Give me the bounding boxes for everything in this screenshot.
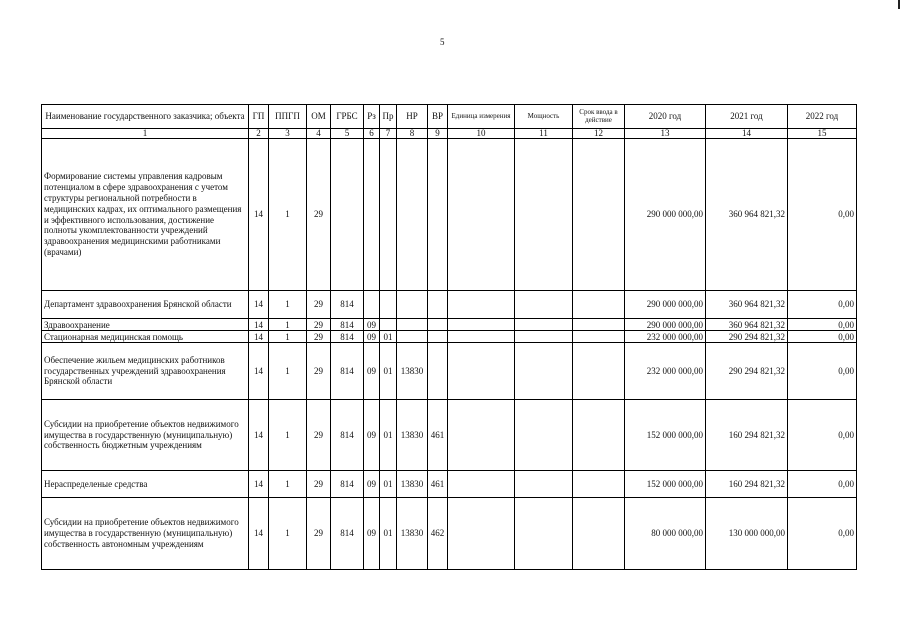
- cell-2022: 0,00: [788, 343, 857, 400]
- cell-om: 29: [307, 498, 331, 570]
- cell-vr: [428, 331, 448, 343]
- cell-2020: 232 000 000,00: [625, 343, 706, 400]
- table-row: [42, 331, 857, 343]
- cell-nr: 13830: [397, 343, 428, 400]
- cell-om: 29: [307, 471, 331, 498]
- cell-power: [515, 471, 573, 498]
- cell-term: [573, 139, 625, 291]
- table-row: [42, 471, 857, 498]
- cell-2020: 290 000 000,00: [625, 291, 706, 319]
- col-number: 5: [331, 129, 364, 139]
- cell-vr: 461: [428, 400, 448, 471]
- cell-grbs: 814: [331, 343, 364, 400]
- col-header-2020: 2020 год: [625, 105, 706, 129]
- cell-rz: 09: [364, 343, 380, 400]
- cell-ppgp: 1: [269, 331, 307, 343]
- col-header-rz: Рз: [364, 105, 380, 129]
- col-header-power: Мощность: [515, 105, 573, 129]
- cell-unit: [448, 400, 515, 471]
- cell-term: [573, 471, 625, 498]
- table-row: [42, 400, 857, 471]
- cell-gp: 14: [249, 400, 269, 471]
- col-number: 13: [625, 129, 706, 139]
- row-name: Формирование системы управления кадровым потенциалом в сфере здравоохранения с учетом структуры региональной потребности в медицинских кадрах, их оптимального размещения и эффективного использования, достижение полноты укомплектованности учреждений здравоохранения медицинскими работниками (врачами): [42, 139, 249, 291]
- cell-nr: [397, 291, 428, 319]
- col-header-term: Срок ввода в действие: [573, 105, 625, 129]
- table-row: [42, 343, 857, 400]
- col-header-gp: ГП: [249, 105, 269, 129]
- col-header-om: ОМ: [307, 105, 331, 129]
- col-number: 2: [249, 129, 269, 139]
- cell-2020: 290 000 000,00: [625, 139, 706, 291]
- cell-2021: 290 294 821,32: [706, 343, 788, 400]
- cell-pr: 01: [380, 498, 397, 570]
- cell-grbs: 814: [331, 400, 364, 471]
- cell-pr: [380, 139, 397, 291]
- cell-om: 29: [307, 291, 331, 319]
- col-number: 10: [448, 129, 515, 139]
- cell-term: [573, 343, 625, 400]
- cell-term: [573, 331, 625, 343]
- cell-vr: 462: [428, 498, 448, 570]
- table-row: [42, 291, 857, 319]
- cell-unit: [448, 139, 515, 291]
- col-header-nr: НР: [397, 105, 428, 129]
- col-number: 7: [380, 129, 397, 139]
- table-row: [42, 498, 857, 570]
- cell-2021: 160 294 821,32: [706, 400, 788, 471]
- cell-rz: [364, 139, 380, 291]
- cell-2020: 152 000 000,00: [625, 471, 706, 498]
- cell-om: 29: [307, 331, 331, 343]
- cell-nr: [397, 319, 428, 331]
- col-header-2022: 2022 год: [788, 105, 857, 129]
- cell-ppgp: 1: [269, 319, 307, 331]
- cell-vr: [428, 139, 448, 291]
- row-name: Нераспределеные средства: [42, 471, 249, 498]
- col-number: 15: [788, 129, 857, 139]
- cell-unit: [448, 498, 515, 570]
- cell-2022: 0,00: [788, 471, 857, 498]
- cell-vr: [428, 343, 448, 400]
- row-name: Здравоохранение: [42, 319, 249, 331]
- cell-gp: 14: [249, 139, 269, 291]
- cell-pr: [380, 319, 397, 331]
- cell-term: [573, 400, 625, 471]
- cell-om: 29: [307, 319, 331, 331]
- col-header-ppgp: ППГП: [269, 105, 307, 129]
- cell-gp: 14: [249, 331, 269, 343]
- cell-pr: [380, 291, 397, 319]
- cell-pr: 01: [380, 331, 397, 343]
- cell-2020: 232 000 000,00: [625, 331, 706, 343]
- cell-ppgp: 1: [269, 400, 307, 471]
- col-number: 1: [42, 129, 249, 139]
- cell-unit: [448, 291, 515, 319]
- cell-rz: 09: [364, 331, 380, 343]
- cell-pr: 01: [380, 343, 397, 400]
- col-number: 11: [515, 129, 573, 139]
- budget-table: [41, 104, 857, 570]
- cell-rz: 09: [364, 400, 380, 471]
- cell-gp: 14: [249, 498, 269, 570]
- cell-ppgp: 1: [269, 343, 307, 400]
- cell-term: [573, 291, 625, 319]
- cell-2021: 360 964 821,32: [706, 319, 788, 331]
- cell-term: [573, 498, 625, 570]
- cell-nr: 13830: [397, 471, 428, 498]
- cell-vr: [428, 291, 448, 319]
- cell-om: 29: [307, 139, 331, 291]
- cell-unit: [448, 343, 515, 400]
- cell-gp: 14: [249, 343, 269, 400]
- cell-ppgp: 1: [269, 139, 307, 291]
- cell-power: [515, 343, 573, 400]
- col-number: 8: [397, 129, 428, 139]
- cell-2022: 0,00: [788, 400, 857, 471]
- table-row: [42, 319, 857, 331]
- col-number: 12: [573, 129, 625, 139]
- cell-2020: 152 000 000,00: [625, 400, 706, 471]
- cell-2020: 80 000 000,00: [625, 498, 706, 570]
- cell-om: 29: [307, 400, 331, 471]
- cell-2021: 360 964 821,32: [706, 291, 788, 319]
- cell-power: [515, 498, 573, 570]
- col-header-vr: ВР: [428, 105, 448, 129]
- row-name: Субсидии на приобретение объектов недвижимого имущества в государственную (муниципальную) собственность бюджетным учреждениям: [42, 400, 249, 471]
- row-name: Обеспечение жильем медицинских работников государственных учреждений здравоохранения Брянской области: [42, 343, 249, 400]
- row-name: Субсидии на приобретение объектов недвижимого имущества в государственную (муниципальную) собственность автономным учреждениям: [42, 498, 249, 570]
- cell-nr: [397, 139, 428, 291]
- col-number: 14: [706, 129, 788, 139]
- cell-rz: [364, 291, 380, 319]
- cell-term: [573, 319, 625, 331]
- cell-2022: 0,00: [788, 291, 857, 319]
- cell-grbs: 814: [331, 331, 364, 343]
- cell-grbs: 814: [331, 498, 364, 570]
- col-header-pr: Пр: [380, 105, 397, 129]
- cell-power: [515, 319, 573, 331]
- cell-2022: 0,00: [788, 139, 857, 291]
- cell-grbs: 814: [331, 291, 364, 319]
- cell-pr: 01: [380, 471, 397, 498]
- cell-2021: 130 000 000,00: [706, 498, 788, 570]
- cell-vr: 461: [428, 471, 448, 498]
- cell-2022: 0,00: [788, 498, 857, 570]
- col-header-grbs: ГРБС: [331, 105, 364, 129]
- cell-nr: 13830: [397, 498, 428, 570]
- page-number: 5: [440, 37, 445, 47]
- cell-unit: [448, 319, 515, 331]
- cell-2020: 290 000 000,00: [625, 319, 706, 331]
- cell-ppgp: 1: [269, 471, 307, 498]
- header-row: [42, 105, 857, 129]
- cell-pr: 01: [380, 400, 397, 471]
- cell-ppgp: 1: [269, 498, 307, 570]
- cell-om: 29: [307, 343, 331, 400]
- column-number-row: [42, 129, 857, 139]
- row-name: Стационарная медицинская помощь: [42, 331, 249, 343]
- cell-unit: [448, 331, 515, 343]
- cell-power: [515, 139, 573, 291]
- col-number: 6: [364, 129, 380, 139]
- col-header-unit: Единица измерения: [448, 105, 515, 129]
- cell-grbs: [331, 139, 364, 291]
- cell-power: [515, 400, 573, 471]
- cell-2021: 290 294 821,32: [706, 331, 788, 343]
- cell-rz: 09: [364, 319, 380, 331]
- cell-vr: [428, 319, 448, 331]
- cell-gp: 14: [249, 319, 269, 331]
- cell-2021: 360 964 821,32: [706, 139, 788, 291]
- cell-2022: 0,00: [788, 331, 857, 343]
- cell-power: [515, 331, 573, 343]
- col-header-name: Наименование государственного заказчика; объекта: [42, 105, 249, 129]
- cell-unit: [448, 471, 515, 498]
- cell-ppgp: 1: [269, 291, 307, 319]
- col-number: 3: [269, 129, 307, 139]
- col-number: 9: [428, 129, 448, 139]
- cell-gp: 14: [249, 291, 269, 319]
- cell-grbs: 814: [331, 471, 364, 498]
- cell-nr: 13830: [397, 400, 428, 471]
- row-name: Департамент здравоохранения Брянской области: [42, 291, 249, 319]
- col-header-2021: 2021 год: [706, 105, 788, 129]
- scan-edge-mark: [898, 0, 900, 9]
- cell-power: [515, 291, 573, 319]
- cell-nr: [397, 331, 428, 343]
- cell-rz: 09: [364, 471, 380, 498]
- table-row: [42, 139, 857, 291]
- cell-rz: 09: [364, 498, 380, 570]
- cell-gp: 14: [249, 471, 269, 498]
- cell-grbs: 814: [331, 319, 364, 331]
- cell-2022: 0,00: [788, 319, 857, 331]
- cell-2021: 160 294 821,32: [706, 471, 788, 498]
- col-number: 4: [307, 129, 331, 139]
